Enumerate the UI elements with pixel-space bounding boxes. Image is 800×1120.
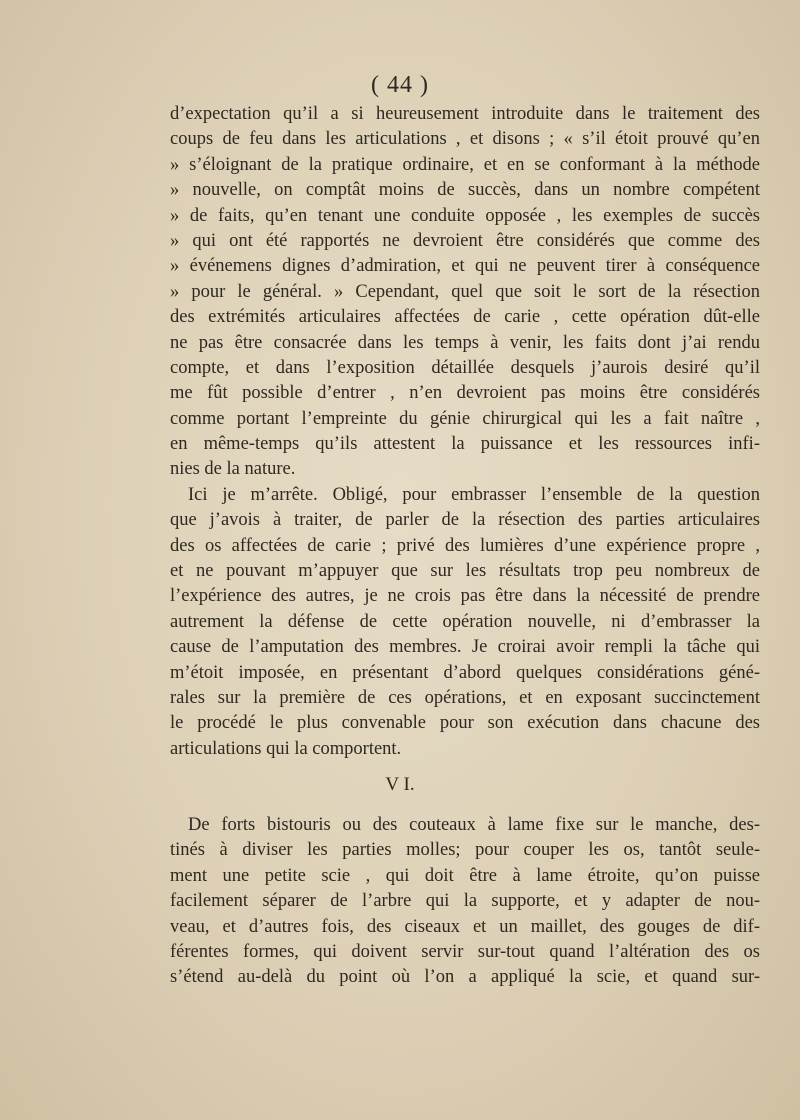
text-line: et ne pouvant m’appuyer que sur les résultats trop peu nombreux de: [170, 561, 760, 582]
text-line: des extrémités articulaires affectées de carie , cette opération dût-elle: [170, 307, 760, 328]
text-line: le procédé le plus convenable pour son exécution dans chacune des: [170, 713, 760, 734]
text-line: l’expérience des autres, je ne crois pas être dans la nécessité de prendre: [170, 586, 760, 607]
main-text-block: [170, 102, 760, 762]
text-line: articulations qui la comportent.: [170, 738, 402, 759]
text-line: » pour le général. » Cependant, quel que soit le sort de la résection: [170, 281, 760, 302]
section-heading: V I.: [385, 774, 415, 795]
text-line: » nouvelle, on comptât moins de succès, dans un nombre compétent: [170, 180, 760, 201]
text-line: coups de feu dans les articulations , et disons ; « s’il étoit prouvé qu’en: [170, 129, 760, 150]
text-line: que j’avois à traiter, de parler de la résection des parties articulaires: [170, 510, 760, 531]
text-line: comme portant l’empreinte du génie chirurgical qui les a fait naître ,: [170, 408, 760, 429]
text-line: veau, et d’autres fois, des ciseaux et un maillet, des gouges de dif-: [170, 916, 760, 937]
page-number: ( 44 ): [371, 72, 429, 98]
text-line: m’étoit imposée, en présentant d’abord quelques considérations géné-: [170, 662, 760, 683]
text-line: ment une petite scie , qui doit être à lame étroite, qu’on puisse: [170, 865, 760, 886]
text-line: » de faits, qu’en tenant une conduite opposée , les exemples de succès: [170, 205, 760, 226]
section-text-block: [170, 813, 760, 991]
text-line: férentes formes, qui doivent servir sur-tout quand l’altération des os: [170, 941, 760, 962]
text-line: » s’éloignant de la pratique ordinaire, et en se conformant à la méthode: [170, 154, 760, 175]
text-line: compte, et dans l’exposition détaillée desquels j’aurois desiré qu’il: [170, 357, 760, 378]
text-line: cause de l’amputation des membres. Je croirai avoir rempli la tâche qui: [170, 637, 760, 658]
text-line: ne pas être consacrée dans les temps à venir, les faits dont j’ai rendu: [170, 332, 760, 353]
text-line: facilement séparer de l’arbre qui la supporte, et y adapter de nou-: [170, 891, 760, 912]
text-line: Ici je m’arrête. Obligé, pour embrasser l’ensemble de la question: [188, 484, 760, 505]
text-line: nies de la nature.: [170, 459, 296, 480]
text-line: s’étend au-delà du point où l’on a appliqué la scie, et quand sur-: [170, 967, 760, 988]
text-line: en même-temps qu’ils attestent la puissance et les ressources infi-: [170, 434, 760, 455]
text-line: » événemens dignes d’admiration, et qui ne peuvent tirer à conséquence: [170, 256, 760, 277]
text-line: me fût possible d’entrer , n’en devroient pas moins être considérés: [170, 383, 760, 404]
text-line: rales sur la première de ces opérations, et en exposant succinctement: [170, 687, 760, 708]
text-line: des os affectées de carie ; privé des lumières d’une expérience propre ,: [170, 535, 760, 556]
text-line: d’expectation qu’il a si heureusement introduite dans le traitement des: [170, 104, 760, 124]
text-line: » qui ont été rapportés ne devroient être considérés que comme des: [170, 230, 760, 251]
text-line: tinés à diviser les parties molles; pour couper les os, tantôt seule-: [170, 840, 760, 861]
text-line: autrement la défense de cette opération nouvelle, ni d’embrasser la: [170, 611, 760, 632]
text-line: De forts bistouris ou des couteaux à lame fixe sur le manche, des-: [188, 815, 760, 835]
